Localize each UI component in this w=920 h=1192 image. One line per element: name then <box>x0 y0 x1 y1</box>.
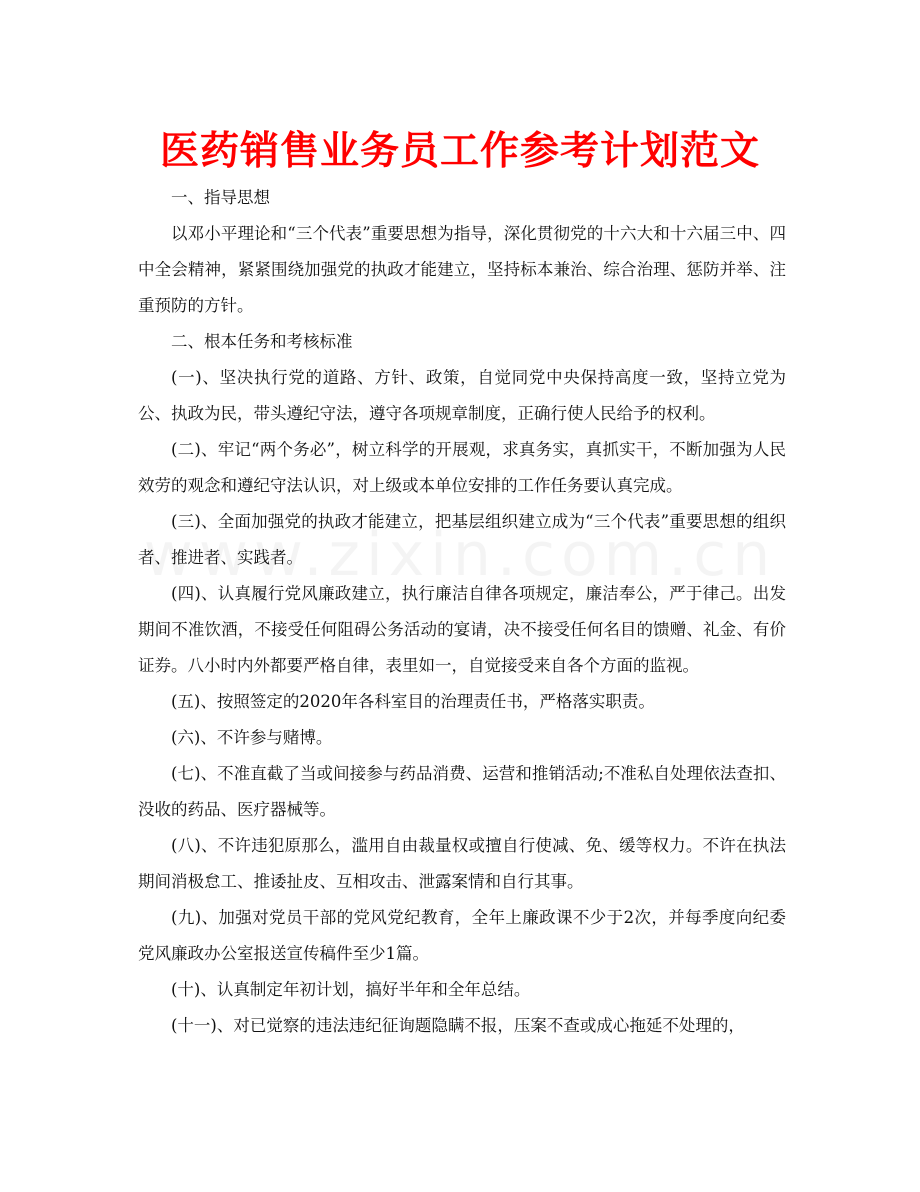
document-title: 医药销售业务员工作参考计划范文 <box>159 129 760 174</box>
paragraph: 以邓小平理论和“三个代表”重要思想为指导，深化贯彻党的十六大和十六届三中、四中全会精神，紧紧围绕加强党的执政才能建立，坚持标本兼治、综合治理、惩防并举、注重预防的方针。 <box>138 224 786 315</box>
paragraph: (十一)、对已觉察的违法违纪征询题隐瞒不报，压案不查或成心拖延不处理的， <box>171 1016 745 1035</box>
paragraph: (五)、按照签定的2020年各科室目的治理责任书，严格落实职责。 <box>171 692 655 711</box>
section-heading-basic-tasks: 二、根本任务和考核标准 <box>171 332 353 351</box>
paragraph: (七)、不准直截了当或间接参与药品消费、运营和推销活动;不准私自处理依法查扣、没收的药品、医疗器械等。 <box>138 764 786 819</box>
paragraph: (六)、不许参与赌博。 <box>171 728 333 747</box>
document-body <box>138 180 786 1044</box>
paragraph: (一)、坚决执行党的道路、方针、政策，自觉同党中央保持高度一致，坚持立党为公、执政为民，带头遵纪守法，遵守各项规章制度，正确行使人民给予的权利。 <box>138 368 786 423</box>
section-heading-guiding-ideology: 一、指导思想 <box>171 188 270 207</box>
paragraph: (八)、不许违犯原那么，滥用自由裁量权或擅自行使减、免、缓等权力。不许在执法期间消极怠工、推诿扯皮、互相攻击、泄露案情和自行其事。 <box>138 836 786 891</box>
paragraph: (九)、加强对党员干部的党风党纪教育，全年上廉政课不少于2次，并每季度向纪委党风廉政办公室报送宣传稿件至少1篇。 <box>138 908 786 963</box>
paragraph: (二)、牢记“两个务必”，树立科学的开展观，求真务实，真抓实干，不断加强为人民效劳的观念和遵纪守法认识，对上级或本单位安排的工作任务要认真完成。 <box>138 440 786 495</box>
paragraph: (三)、全面加强党的执政才能建立，把基层组织建立成为“三个代表”重要思想的组织者、推进者、实践者。 <box>138 512 786 567</box>
paragraph: (十)、认真制定年初计划，搞好半年和全年总结。 <box>171 980 531 999</box>
paragraph: (四)、认真履行党风廉政建立，执行廉洁自律各项规定，廉洁奉公，严于律己。出发期间不准饮酒，不接受任何阻碍公务活动的宴请，决不接受任何名目的馈赠、礼金、有价证券。八小时内外都要严格自律，表里如一，自觉接受来自各个方面的监视。 <box>138 584 786 675</box>
